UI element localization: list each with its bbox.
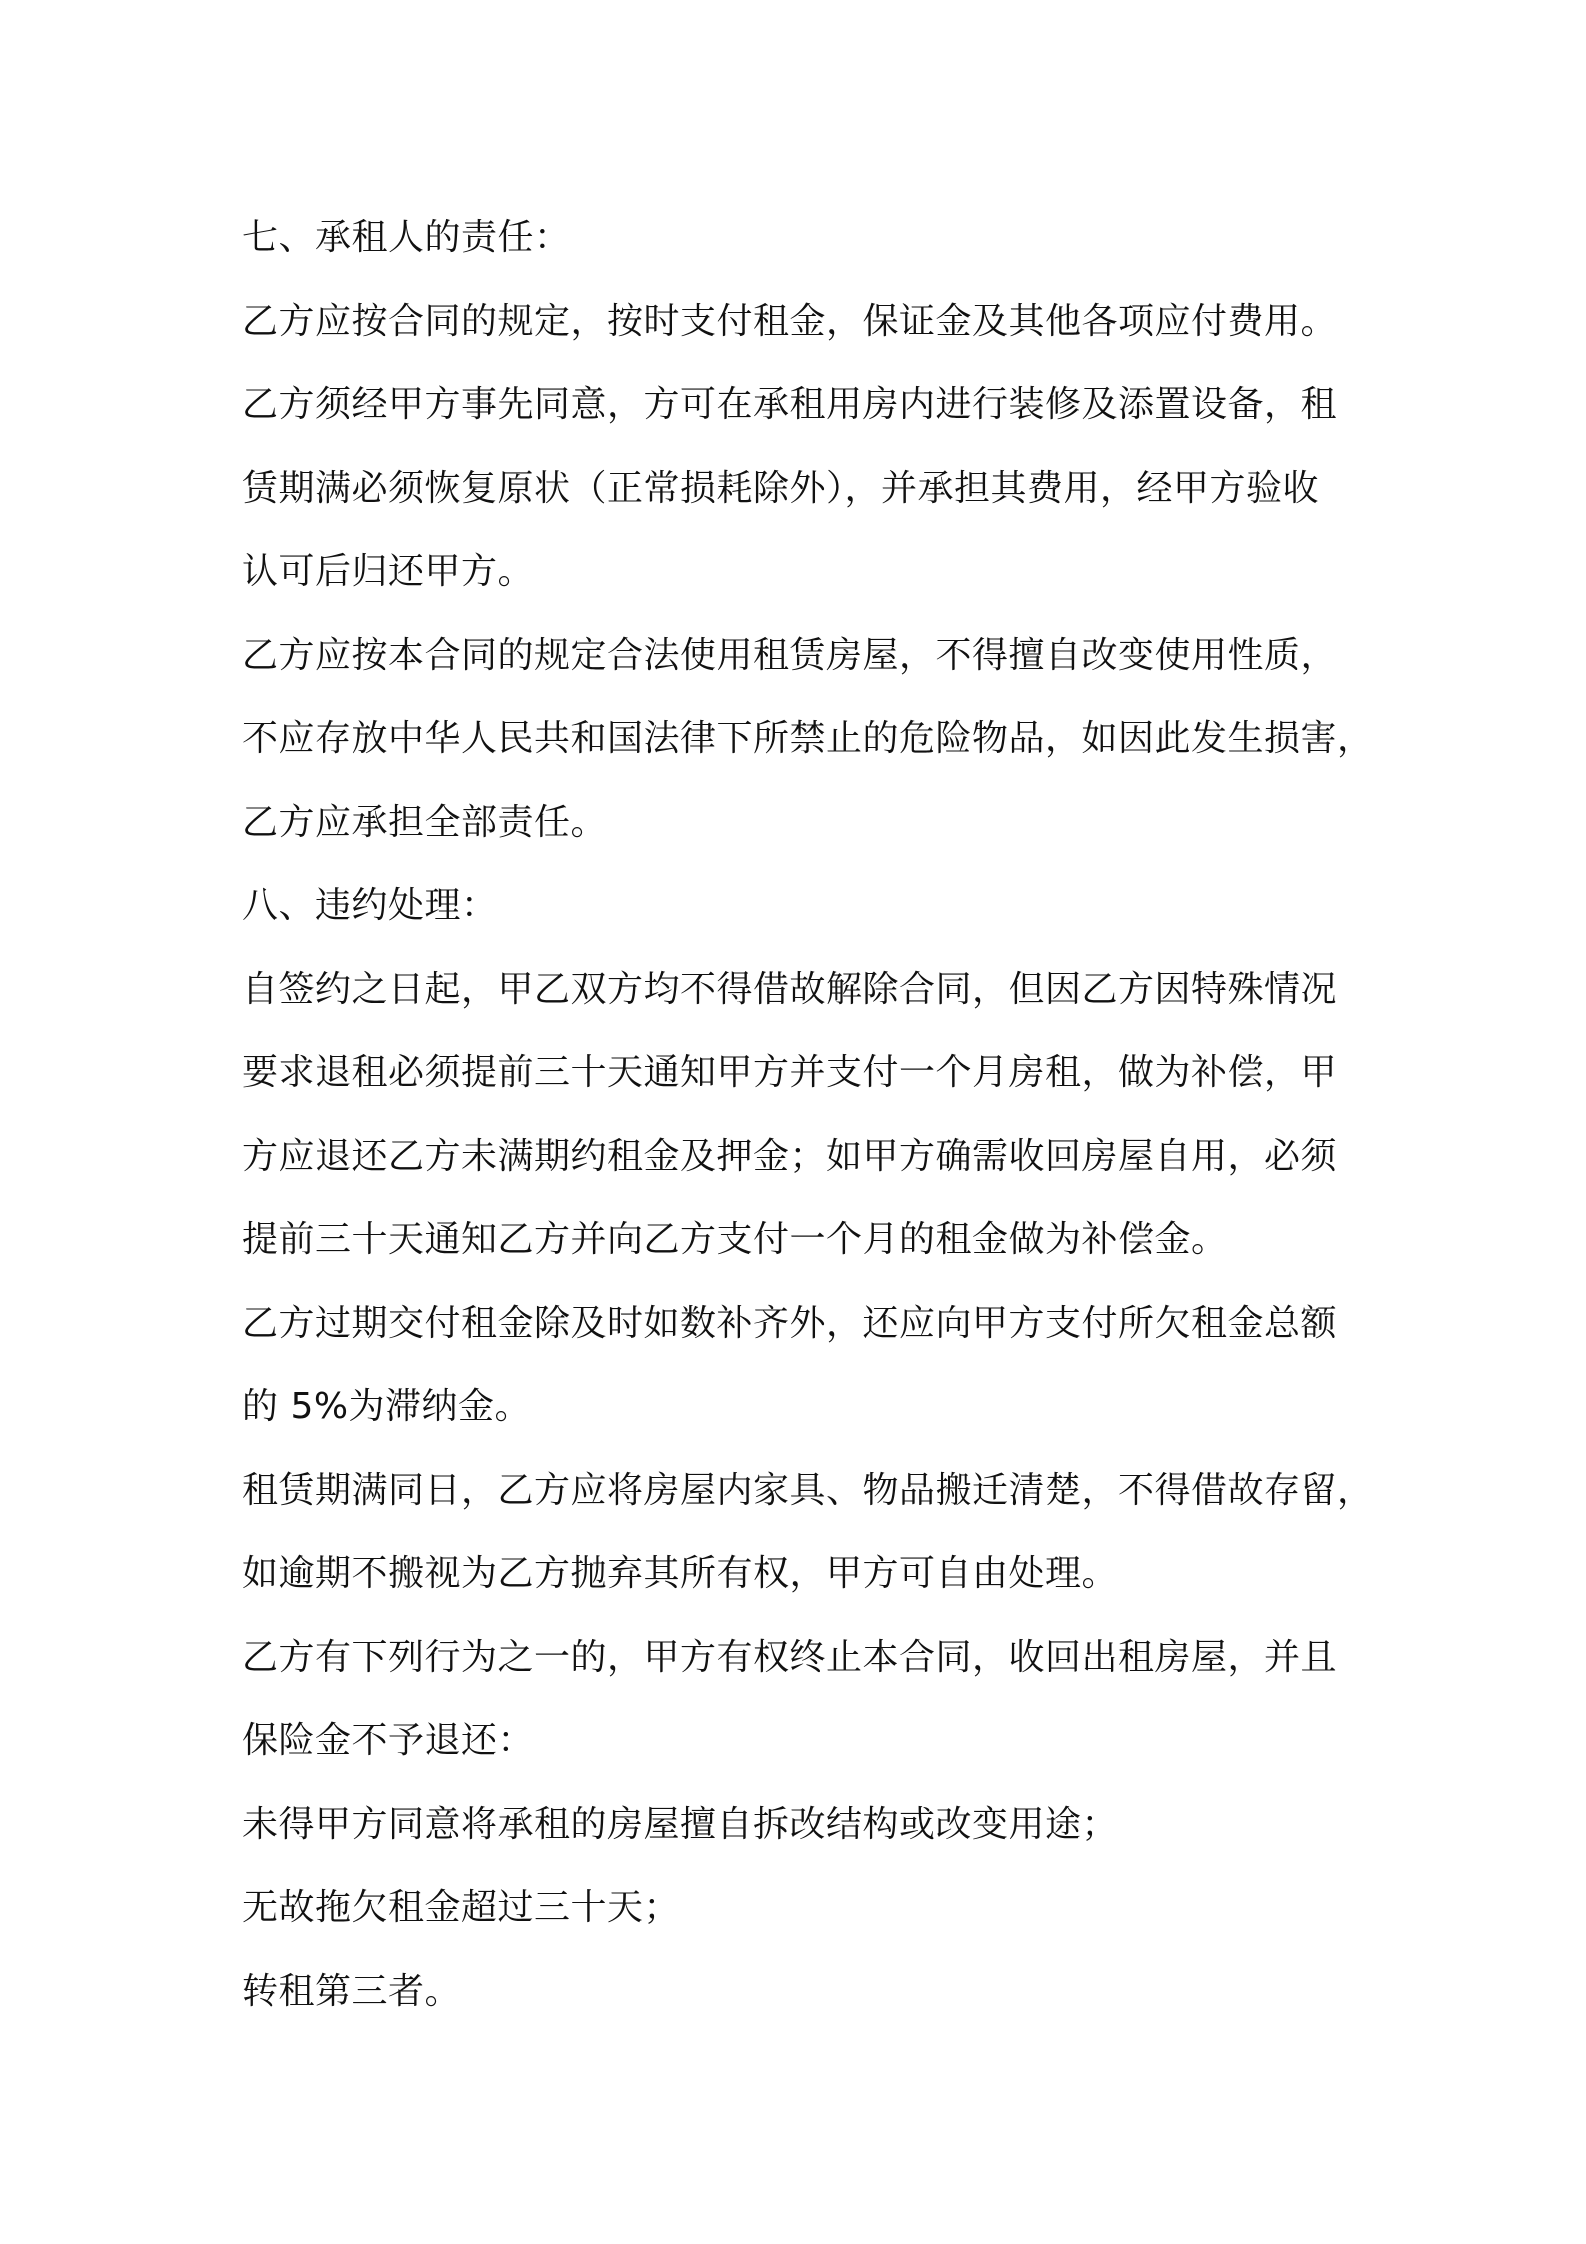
section-7-line: 乙方须经甲方事先同意，方可在承租用房内进行装修及添置设备，租: [242, 384, 1338, 425]
section-7-line: 赁期满必须恢复原状（正常损耗除外），并承担其费用，经甲方验收: [242, 467, 1320, 509]
section-7-line: 乙方应按合同的规定，按时支付租金，保证金及其他各项应付费用。: [242, 300, 1338, 342]
section-7-line: 乙方应承担全部责任。: [242, 801, 608, 843]
section-8-line: 乙方有下列行为之一的，甲方有权终止本合同，收回出租房屋，并且: [242, 1636, 1338, 1678]
section-8-line: 无故拖欠租金超过三十天；: [242, 1887, 681, 1928]
section-8-line: 保险金不予退还：: [242, 1720, 535, 1761]
section-8-line: 提前三十天通知乙方并向乙方支付一个月的租金做为补偿金。: [242, 1219, 1228, 1260]
section-8-line: 未得甲方同意将承租的房屋擅自拆改结构或改变用途；: [242, 1803, 1119, 1845]
section-7-line: 认可后归还甲方。: [242, 551, 535, 592]
section-8-line: 如逾期不搬视为乙方抛弃其所有权，甲方可自由处理。: [242, 1553, 1119, 1594]
section-7-line: 不应存放中华人民共和国法律下所禁止的危险物品，如因此发生损害，: [242, 718, 1374, 759]
section-8-line: 要求退租必须提前三十天通知甲方并支付一个月房租，做为补偿，甲: [242, 1052, 1338, 1093]
document-page: [242, 196, 1374, 2033]
section-8-line: 方应退还乙方未满期约租金及押金；如甲方确需收回房屋自用，必须: [242, 1135, 1338, 1177]
section-8-line: 的 5%为滞纳金。: [242, 1386, 532, 1427]
section-8-heading: 八、违约处理：: [242, 885, 498, 926]
section-8-line: 转租第三者。: [242, 1970, 462, 2012]
section-8-line: 租赁期满同日，乙方应将房屋内家具、物品搬迁清楚，不得借故存留，: [242, 1469, 1374, 1511]
section-7-heading: 七、承租人的责任：: [242, 217, 571, 258]
section-7-line: 乙方应按本合同的规定合法使用租赁房屋，不得擅自改变使用性质，: [242, 634, 1338, 676]
section-8-line: 自签约之日起，甲乙双方均不得借故解除合同，但因乙方因特殊情况: [242, 968, 1338, 1010]
section-8-line: 乙方过期交付租金除及时如数补齐外，还应向甲方支付所欠租金总额: [242, 1302, 1338, 1344]
